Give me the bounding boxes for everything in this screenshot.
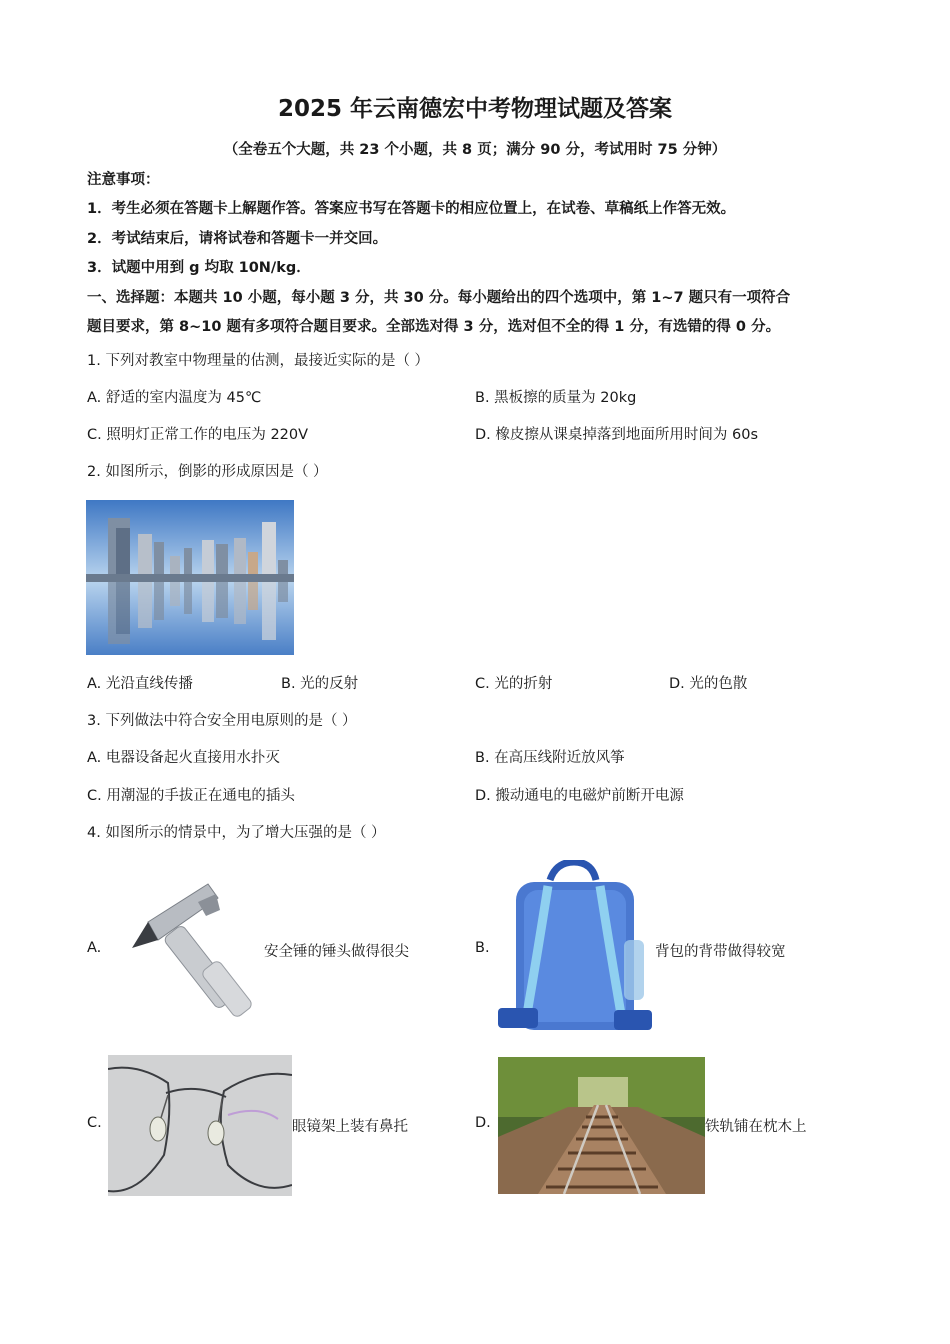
question-3-option-a: A. 电器设备起火直接用水扑灭 bbox=[87, 750, 280, 766]
question-1-option-d: D. 橡皮擦从课桌掉落到地面所用时间为 60s bbox=[475, 427, 758, 443]
question-4-option-c-letter: C. bbox=[87, 1115, 102, 1131]
notes-heading: 注意事项： bbox=[87, 172, 160, 188]
question-4-option-a-letter: A. bbox=[87, 940, 102, 956]
question-4-option-a-text: 安全锤的锤头做得很尖 bbox=[264, 944, 409, 960]
question-1-option-c: C. 照明灯正常工作的电压为 220V bbox=[87, 427, 309, 443]
question-4-option-b-text: 背包的背带做得较宽 bbox=[655, 944, 786, 960]
glasses-image bbox=[108, 1055, 292, 1196]
question-4-option-c-text: 眼镜架上装有鼻托 bbox=[292, 1119, 408, 1135]
page-title: 2025 年云南德宏中考物理试题及答案 bbox=[277, 96, 673, 122]
note-item-1: 1．考生必须在答题卡上解题作答。答案应书写在答题卡的相应位置上，在试卷、草稿纸上作答无效。 bbox=[87, 201, 736, 217]
note-item-3: 3．试题中用到 g 均取 10N/kg． bbox=[87, 260, 311, 276]
question-3-stem: 3. 下列做法中符合安全用电原则的是（ ） bbox=[87, 713, 357, 729]
question-1-stem: 1. 下列对教室中物理量的估测，最接近实际的是（ ） bbox=[87, 353, 430, 369]
safety-hammer-image bbox=[128, 882, 264, 1020]
backpack-image bbox=[496, 860, 654, 1040]
page-subtitle: （全卷五个大题，共 23 个小题，共 8 页；满分 90 分，考试用时 75 分钟） bbox=[223, 142, 727, 158]
railway-track-image bbox=[498, 1057, 705, 1194]
question-2-option-b: B. 光的反射 bbox=[281, 676, 359, 692]
question-2-stem: 2. 如图所示，倒影的形成原因是（ ） bbox=[87, 464, 328, 480]
question-3-option-b: B. 在高压线附近放风筝 bbox=[475, 750, 625, 766]
question-4-option-d-text: 铁轨铺在枕木上 bbox=[705, 1119, 807, 1135]
question-1-option-a: A. 舒适的室内温度为 45℃ bbox=[87, 390, 262, 406]
question-1-option-b: B. 黑板擦的质量为 20kg bbox=[475, 390, 637, 406]
section1-instructions-line1: 一、选择题：本题共 10 小题，每小题 3 分，共 30 分。每小题给出的四个选项中，第 1~7 题只有一项符合 bbox=[87, 290, 791, 306]
question-2-option-a: A. 光沿直线传播 bbox=[87, 676, 193, 692]
question-3-option-c: C. 用潮湿的手拔正在通电的插头 bbox=[87, 788, 295, 804]
section1-instructions-line2: 题目要求，第 8~10 题有多项符合题目要求。全部选对得 3 分，选对但不全的得 1 分，有选错的得 0 分。 bbox=[87, 319, 781, 335]
question-2-option-c: C. 光的折射 bbox=[475, 676, 553, 692]
question-4-option-d-letter: D. bbox=[475, 1115, 491, 1131]
question-4-option-b-letter: B. bbox=[475, 940, 490, 956]
question-3-option-d: D. 搬动通电的电磁炉前断开电源 bbox=[475, 788, 684, 804]
question-2-option-d: D. 光的色散 bbox=[669, 676, 748, 692]
question-4-stem: 4. 如图所示的情景中，为了增大压强的是（ ） bbox=[87, 825, 386, 841]
city-reflection-image bbox=[86, 500, 294, 655]
note-item-2: 2．考试结束后，请将试卷和答题卡一并交回。 bbox=[87, 231, 388, 247]
